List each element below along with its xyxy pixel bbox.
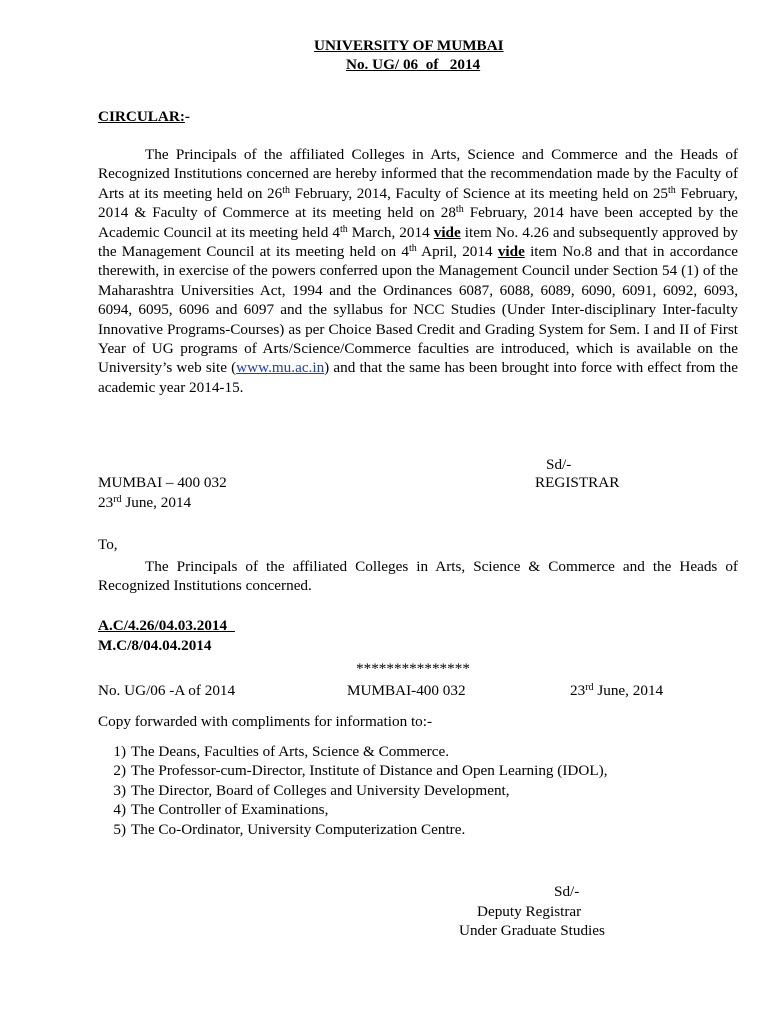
- copy-intro: Copy forwarded with compliments for information to:-: [98, 713, 433, 730]
- circular-label: CIRCULAR:: [98, 108, 185, 125]
- department-name: Under Graduate Studies: [459, 922, 605, 939]
- circular-body: [98, 145, 738, 397]
- reference-ac: A.C/4.26/04.03.2014_: [98, 617, 235, 634]
- list-number: 4): [113, 801, 126, 819]
- body-text: April, 2014: [416, 243, 498, 261]
- list-item: [113, 761, 608, 780]
- deputy-signature: Sd/-: [554, 883, 580, 900]
- copy-date: [570, 681, 663, 700]
- ordinal-suffix: th: [408, 243, 417, 255]
- list-text: The Director, Board of Colleges and University Development,: [131, 781, 510, 799]
- issue-place: MUMBAI – 400 032: [98, 474, 227, 491]
- university-website-link[interactable]: www.mu.ac.in: [236, 359, 325, 377]
- date-rest: June, 2014: [121, 494, 192, 511]
- ordinal-suffix: rd: [113, 494, 122, 505]
- list-number: 1): [113, 743, 126, 760]
- date-rest: June, 2014: [593, 682, 664, 699]
- vide-keyword: vide: [497, 243, 525, 261]
- copy-place: MUMBAI-400 032: [347, 682, 466, 699]
- ordinal-suffix: th: [455, 204, 464, 216]
- registrar-signature: Sd/-: [546, 456, 572, 473]
- body-text: The Principals of the affiliated Colleges in Arts, Science and Commerce and the Heads of Recognized Institutions concerned are hereby informed that the recommendation made by the Faculty of Arts at its meeting held on 26: [98, 146, 738, 202]
- to-label: To,: [98, 536, 118, 553]
- reference-mc: M.C/8/04.04.2014: [98, 637, 212, 654]
- body-text: February, 2014 have been accepted by the Academic Council at its meeting held 4: [98, 204, 739, 241]
- list-item: [113, 742, 608, 761]
- issue-date: [98, 493, 191, 512]
- body-text: February, 2014, Faculty of Science at its meeting held on 25: [289, 184, 669, 202]
- list-number: 3): [113, 781, 126, 799]
- copy-list: [98, 742, 608, 839]
- list-number: 2): [113, 762, 126, 780]
- list-item: [113, 781, 608, 800]
- list-item: [113, 820, 608, 839]
- body-text: March, 2014: [347, 223, 434, 241]
- vide-keyword: vide: [433, 223, 461, 241]
- ordinal-suffix: rd: [585, 682, 594, 693]
- list-text: The Deans, Faculties of Arts, Science & Commerce.: [131, 743, 450, 760]
- circular-suffix: -: [184, 108, 190, 125]
- copy-number: No. UG/06 -A of 2014: [98, 682, 236, 699]
- ordinal-suffix: th: [282, 184, 290, 196]
- deputy-registrar-title: Deputy Registrar: [477, 903, 582, 920]
- ordinal-suffix: th: [668, 184, 676, 196]
- registrar-designation: REGISTRAR: [535, 474, 620, 491]
- circular-number: No. UG/ 06 of 2014: [346, 56, 481, 73]
- list-text: The Controller of Examinations,: [131, 801, 329, 819]
- body-text: February, 2014 & Faculty of Commerce at its meeting held on 28: [98, 184, 738, 222]
- body-text: item No. 4.26 and subsequently approved by the Management Council at its meeting held on 4: [98, 223, 739, 261]
- date-day: 23: [98, 494, 114, 511]
- list-item: [113, 800, 608, 819]
- list-text: The Co-Ordinator, University Computerization Centre.: [131, 820, 466, 838]
- body-text: ) and that the same has been brought into force with effect from the academic year 2014-15.: [98, 359, 738, 396]
- date-day: 23: [570, 682, 586, 699]
- ordinal-suffix: th: [339, 223, 348, 235]
- list-text: The Professor-cum-Director, Institute of Distance and Open Learning (IDOL),: [131, 762, 608, 780]
- separator-stars: ***************: [356, 660, 470, 677]
- body-text: item No.8 and that in accordance therewith, in exercise of the powers conferred upon the Management Council under Section 54 (1) of the Maharashtra Universities Act, 1994 and the Ordinances 6087, 6088, 6089, 6090, 6091, 6092, 6093, 6094, 6095, 6096 and 6097 and the syllabus for NCC Studies (Under Inter-disciplinary Inter-faculty Innovative Programs-Courses) as per Choice Based Credit and Grading System for Sem. I and II of First Year of UG programs of Arts/Science/Commerce faculties are introduced, which is available on the University’s web site (: [98, 243, 738, 377]
- list-number: 5): [113, 820, 126, 838]
- circular-heading: [98, 107, 190, 126]
- university-title: UNIVERSITY OF MUMBAI: [314, 37, 504, 54]
- recipient-text: The Principals of the affiliated Colleges in Arts, Science & Commerce and the Heads of Recognized Institutions concerned.: [98, 558, 738, 595]
